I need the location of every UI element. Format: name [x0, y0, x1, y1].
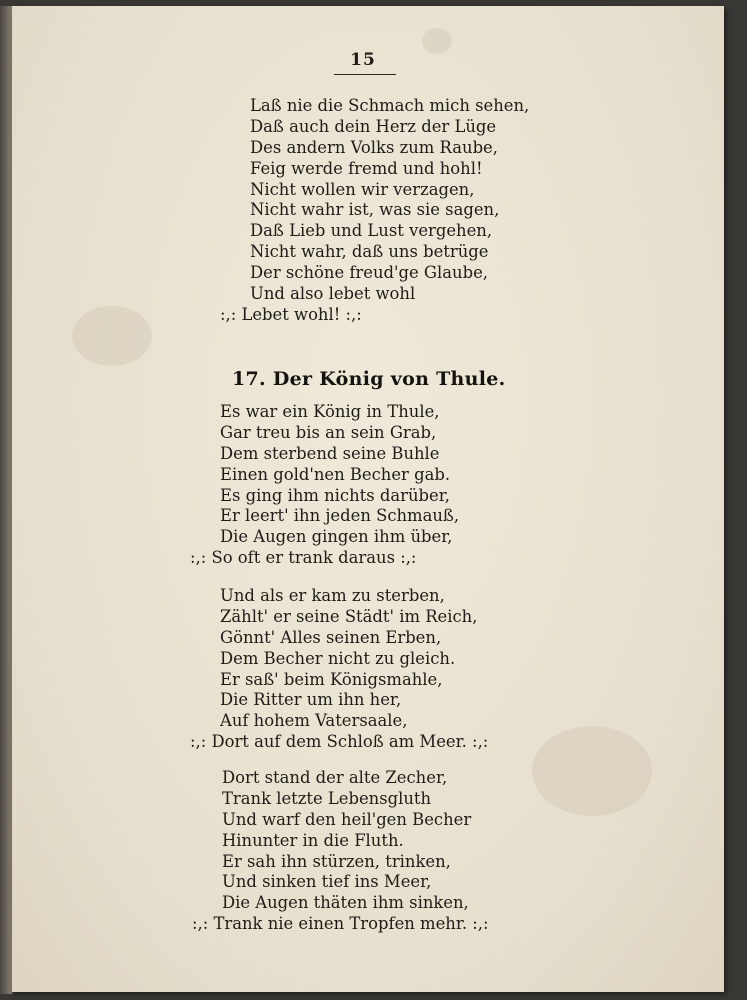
verse-line: Er saß' beim Königsmahle, [220, 669, 443, 689]
poem-stanza-2 [190, 586, 488, 753]
poem-stanza-3 [192, 768, 489, 935]
verse-line: Und als er kam zu sterben, [220, 586, 445, 605]
paper-stain [422, 28, 452, 54]
verse-line: Er sah ihn stürzen, trinken, [222, 851, 451, 871]
verse-line: Nicht wahr, daß uns betrüge [250, 242, 489, 262]
poem-title: 17. Der König von Thule. [232, 368, 506, 390]
paper-stain [532, 726, 652, 816]
verse-line: Zählt' er seine Städt' im Reich, [220, 606, 478, 626]
verse-line: Gönnt' Alles seinen Erben, [220, 627, 442, 647]
verse-refrain-line: :,: Dort auf dem Schloß am Meer. :,: [190, 732, 489, 752]
verse-line: Es war ein König in Thule, [220, 402, 440, 421]
verse-line: Gar treu bis an sein Grab, [220, 422, 437, 442]
verse-line: Nicht wahr ist, was sie sagen, [250, 200, 500, 220]
verse-line: Einen gold'nen Becher gab. [220, 464, 451, 484]
verse-line: Er leert' ihn jeden Schmauß, [220, 506, 460, 526]
verse-line: Es ging ihm nichts darüber, [220, 485, 450, 505]
verse-line: Feig werde fremd und hohl! [250, 158, 483, 178]
verse-line: Und also lebet wohl [250, 284, 416, 304]
verse-line: Und warf den heil'gen Becher [222, 809, 472, 829]
page-number-rule [334, 74, 396, 75]
verse-line: Die Augen gingen ihm über, [220, 527, 453, 547]
verse-refrain-line: :,: Trank nie einen Tropfen mehr. :,: [192, 914, 489, 934]
verse-line: Die Ritter um ihn her, [220, 690, 402, 710]
book-gutter [0, 6, 12, 994]
verse-line: Trank letzte Lebensgluth [222, 788, 432, 808]
page-number: 15 [350, 50, 376, 70]
verse-line: Und sinken tief ins Meer, [222, 872, 432, 892]
verse-refrain-line: :,: Lebet wohl! :,: [220, 304, 362, 324]
verse-line: Daß auch dein Herz der Lüge [250, 116, 497, 136]
verse-refrain-line: :,: So oft er trank daraus :,: [190, 548, 417, 568]
verse-line: Laß nie die Schmach mich sehen, [250, 96, 530, 115]
book-page [12, 6, 724, 992]
verse-line: Der schöne freud'ge Glaube, [250, 263, 488, 283]
verse-line: Des andern Volks zum Raube, [250, 137, 498, 157]
poem-stanza-1 [190, 402, 459, 569]
paper-stain [72, 306, 152, 366]
verse-line: Dort stand der alte Zecher, [222, 768, 448, 787]
verse-line: Nicht wollen wir verzagen, [250, 179, 475, 199]
previous-poem-stanza [220, 96, 529, 326]
verse-line: Hinunter in die Fluth. [222, 830, 404, 850]
verse-line: Daß Lieb und Lust vergehen, [250, 221, 493, 241]
verse-line: Dem Becher nicht zu gleich. [220, 648, 456, 668]
verse-line: Auf hohem Vatersaale, [220, 711, 408, 731]
verse-line: Die Augen thäten ihm sinken, [222, 893, 469, 913]
verse-line: Dem sterbend seine Buhle [220, 443, 440, 463]
